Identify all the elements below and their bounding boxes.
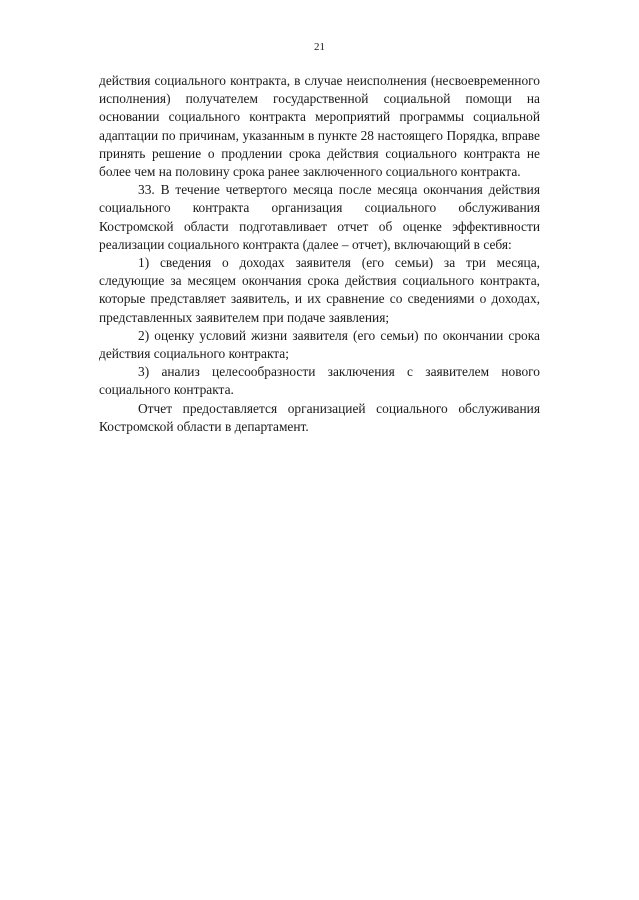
- page-number: 21: [314, 41, 325, 53]
- paragraph-continuation: действия социального контракта, в случае неисполнения (несвоевременного исполнения) получателем государственной социальной помощи на основании социального контракта мероприятий программы социальной адаптации по причинам, указанным в пункте 28 настоящего Порядка, вправе принять решение о продлении срока действия социального контракта не более чем на половину срока ранее заключенного социального контракта.: [99, 73, 540, 180]
- document-body: [99, 72, 540, 436]
- paragraph-clause-33: 33. В течение четвертого месяца после месяца окончания действия социального контракта организация социального обслуживания Костромской области подготавливает отчет об оценке эффективности реализации социального контракта (далее – отчет), включающий в себя:: [99, 182, 540, 252]
- paragraph-report-submission: Отчет предоставляется организацией социального обслуживания Костромской области в департамент.: [99, 400, 540, 434]
- paragraph-item-2: 2) оценку условий жизни заявителя (его семьи) по окончании срока действия социального контракта;: [99, 327, 540, 362]
- paragraph-item-3: 3) анализ целесообразности заключения с заявителем нового социального контракта.: [99, 364, 540, 398]
- paragraph-item-1: 1) сведения о доходах заявителя (его семьи) за три месяца, следующие за месяцем окончания срока действия социального контракта, которые представляет заявитель, и их сравнение со сведениями о доходах, представленных заявителем при подаче заявления;: [99, 255, 540, 325]
